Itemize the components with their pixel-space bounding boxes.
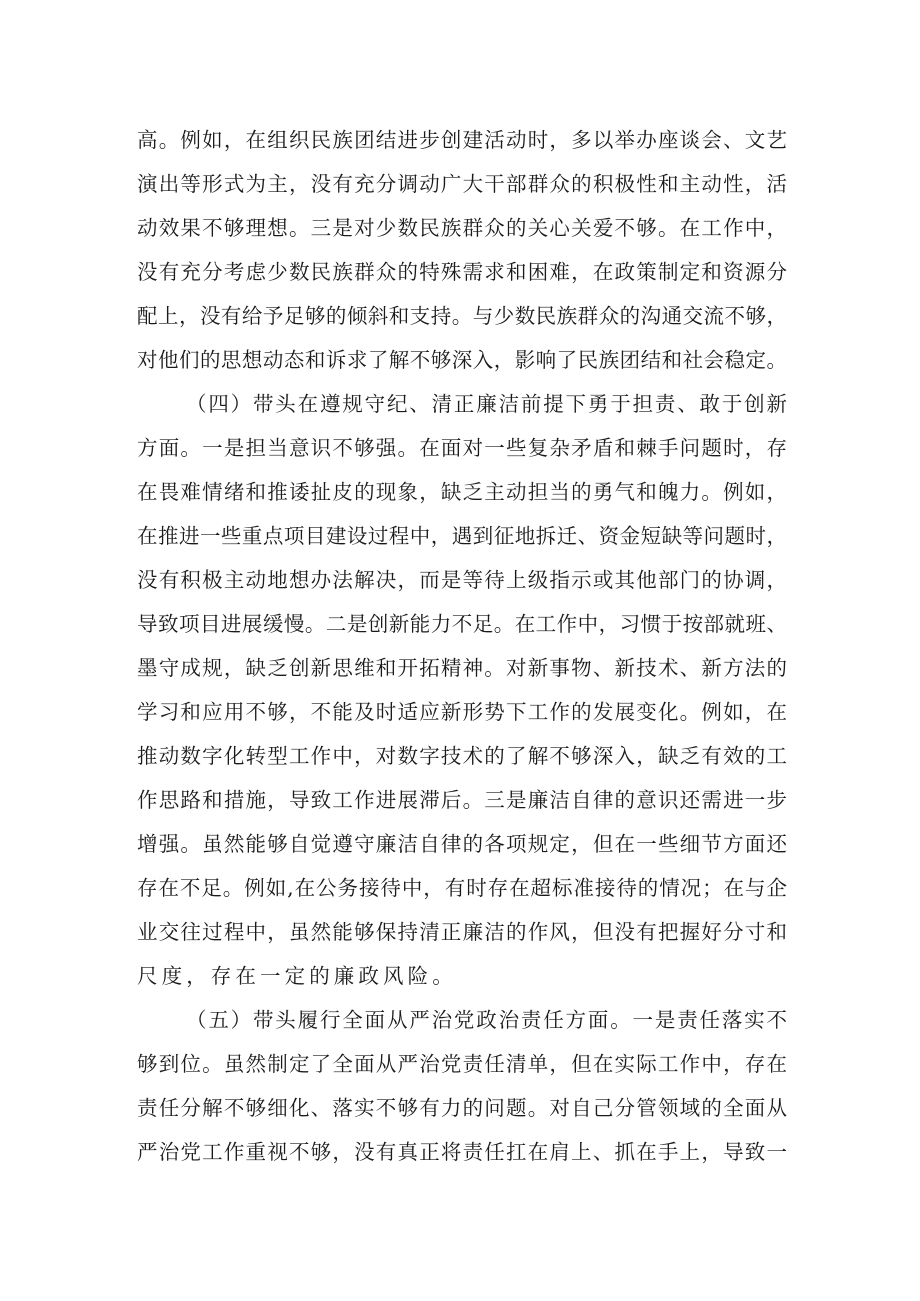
text-line: 存在不足。例如,在公务接待中，有时存在超标准接待的情况；在与企 <box>137 876 787 900</box>
text-line: 作思路和措施，导致工作进展滞后。三是廉洁自律的意识还需进一步 <box>137 788 787 812</box>
text-line: 动效果不够理想。三是对少数民族群众的关心关爱不够。在工作中， <box>137 216 787 240</box>
text-line: 尺度，存在一定的廉政风险。 <box>137 964 457 988</box>
text-line: 方面。一是担当意识不够强。在面对一些复杂矛盾和棘手问题时，存 <box>137 436 787 460</box>
text-line: 严治党工作重视不够，没有真正将责任扛在肩上、抓在手上，导致一 <box>137 1140 787 1164</box>
text-line: 没有积极主动地想办法解决，而是等待上级指示或其他部门的协调， <box>137 568 787 592</box>
text-line: 墨守成规，缺乏创新思维和开拓精神。对新事物、新技术、新方法的 <box>137 656 787 680</box>
text-line: 够到位。虽然制定了全面从严治党责任清单，但在实际工作中，存在 <box>137 1052 787 1076</box>
text-line: 在推进一些重点项目建设过程中，遇到征地拆迁、资金短缺等问题时， <box>137 524 787 548</box>
section-heading-line: （五）带头履行全面从严治党政治责任方面。一是责任落实不 <box>186 1008 787 1032</box>
section-heading-line: （四）带头在遵规守纪、清正廉洁前提下勇于担责、敢于创新 <box>186 392 787 416</box>
text-line: 高。例如，在组织民族团结进步创建活动时，多以举办座谈会、文艺 <box>137 128 787 152</box>
text-line: 推动数字化转型工作中，对数字技术的了解不够深入，缺乏有效的工 <box>137 744 787 768</box>
text-line: 演出等形式为主，没有充分调动广大干部群众的积极性和主动性，活 <box>137 172 787 196</box>
text-line: 对他们的思想动态和诉求了解不够深入，影响了民族团结和社会稳定。 <box>137 348 787 372</box>
text-line: 配上，没有给予足够的倾斜和支持。与少数民族群众的沟通交流不够， <box>137 304 787 328</box>
text-line: 业交往过程中，虽然能够保持清正廉洁的作风，但没有把握好分寸和 <box>137 920 787 944</box>
text-line: 责任分解不够细化、落实不够有力的问题。对自己分管领域的全面从 <box>137 1096 787 1120</box>
text-line: 没有充分考虑少数民族群众的特殊需求和困难，在政策制定和资源分 <box>137 260 787 284</box>
text-line: 增强。虽然能够自觉遵守廉洁自律的各项规定，但在一些细节方面还 <box>137 832 787 856</box>
text-line: 学习和应用不够，不能及时适应新形势下工作的发展变化。例如，在 <box>137 700 787 724</box>
text-line: 在畏难情绪和推诿扯皮的现象，缺乏主动担当的勇气和魄力。例如， <box>137 480 787 504</box>
text-line: 导致项目进展缓慢。二是创新能力不足。在工作中，习惯于按部就班、 <box>137 612 787 636</box>
